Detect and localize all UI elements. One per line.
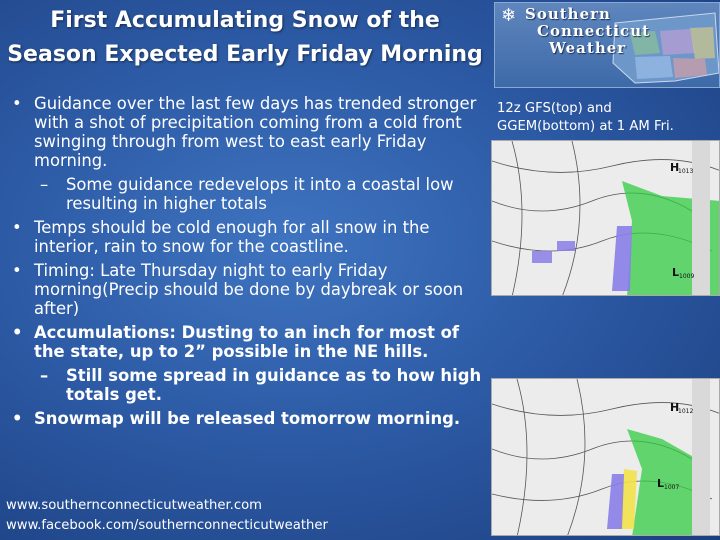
sub-bullet-text: Some guidance redevelops it into a coastal low resulting in higher totals	[66, 175, 454, 213]
bullet-dot: •	[12, 218, 22, 237]
sub-bullet-dash: –	[40, 175, 49, 194]
bullet-item	[10, 94, 492, 170]
high-pressure-value: 1012	[678, 408, 694, 415]
bullet-dot: •	[12, 323, 23, 342]
slide-title	[0, 4, 490, 72]
bullet-item	[10, 218, 492, 256]
high-pressure-value: 1013	[678, 168, 694, 175]
bullet-item	[10, 323, 492, 361]
logo-line-2: Connecticut	[537, 22, 651, 40]
bullet-item	[10, 409, 492, 428]
gfs-forecast-map	[491, 140, 720, 296]
footer-links	[6, 496, 328, 536]
sub-bullet-item	[10, 175, 492, 213]
bullet-item	[10, 261, 492, 318]
bullet-text: Temps should be cold enough for all snow in the interior, rain to snow for the coastline.	[34, 218, 430, 256]
gfs-map-graphic	[492, 141, 720, 296]
title-line-1: First Accumulating Snow of the	[50, 8, 440, 33]
sub-bullet-dash: –	[40, 366, 49, 385]
low-pressure-value: 1009	[679, 273, 695, 280]
bullet-list	[10, 94, 492, 433]
bullet-dot: •	[12, 94, 22, 113]
low-pressure-value: 1007	[664, 484, 680, 491]
logo-line-3: Weather	[549, 39, 627, 57]
bullet-dot: •	[12, 261, 22, 280]
logo-line-1: Southern	[525, 5, 611, 23]
caption-line-2: GGEM(bottom) at 1 AM Fri.	[497, 119, 674, 134]
high-pressure-label: H	[670, 401, 680, 414]
facebook-link[interactable]: www.facebook.com/southernconnecticutweather	[6, 518, 328, 533]
bullet-text: Accumulations: Dusting to an inch for most of the state, up to 2” possible in the NE hills.	[34, 323, 460, 361]
snowflake-icon: ❄	[501, 5, 517, 26]
bullet-text: Snowmap will be released tomorrow morning.	[34, 409, 461, 428]
logo-text	[525, 6, 650, 57]
ggem-map-graphic	[492, 379, 720, 536]
ggem-forecast-map	[491, 378, 720, 536]
caption-line-1: 12z GFS(top) and	[497, 101, 612, 116]
low-pressure-label: L	[657, 477, 665, 490]
bullet-dot: •	[12, 409, 23, 428]
title-line-2: Season Expected Early Friday Morning	[7, 42, 483, 67]
website-link[interactable]: www.southernconnecticutweather.com	[6, 498, 263, 513]
sub-bullet-text: Still some spread in guidance as to how high totals get.	[66, 366, 482, 404]
logo	[494, 2, 720, 88]
map-caption	[497, 100, 717, 136]
low-pressure-label: L	[672, 266, 680, 279]
high-pressure-label: H	[670, 161, 680, 174]
bullet-text: Timing: Late Thursday night to early Friday morning(Precip should be done by daybreak or soon after)	[34, 261, 464, 318]
bullet-text: Guidance over the last few days has trended stronger with a shot of precipitation coming from a cold front swinging through from west to east early Friday morning.	[34, 94, 477, 170]
sub-bullet-item	[10, 366, 492, 404]
